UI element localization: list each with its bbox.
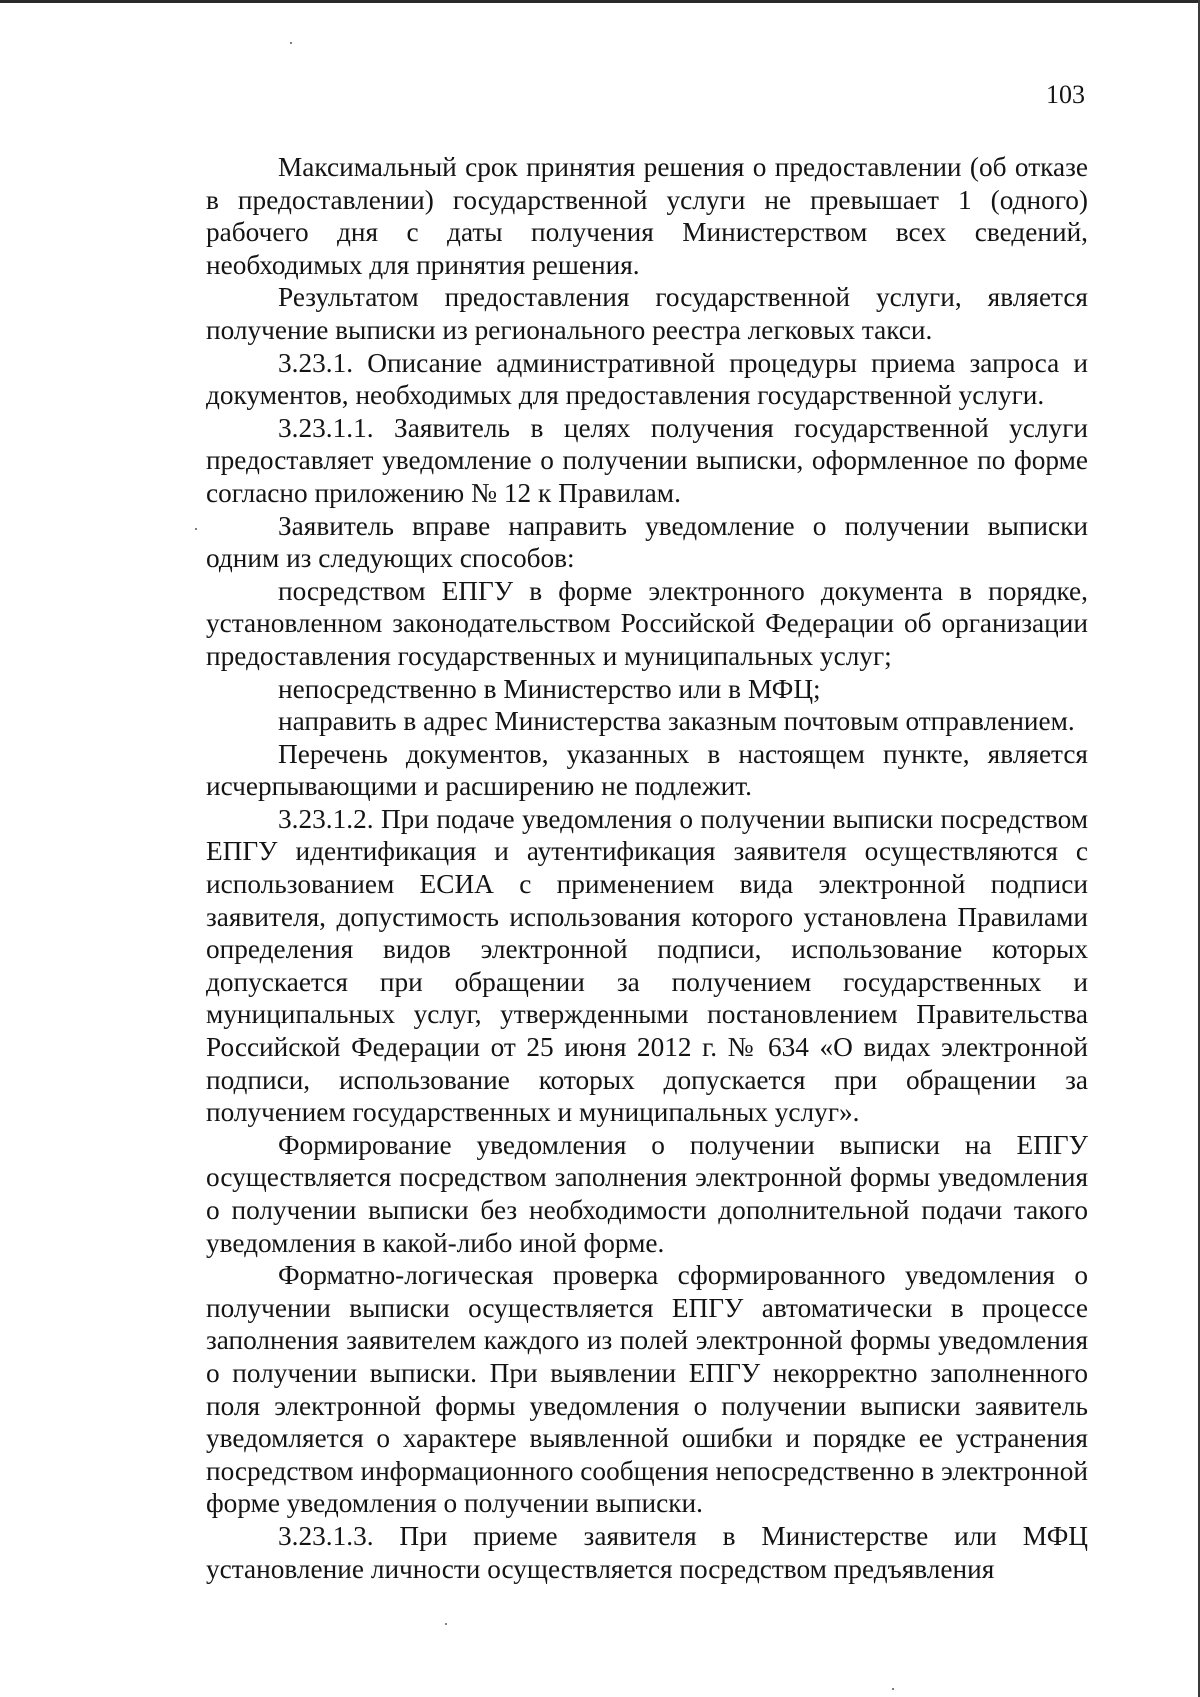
top-border-line — [0, 0, 1200, 3]
scan-speck — [445, 1623, 447, 1625]
document-body — [206, 151, 1088, 1585]
paragraph-service-result: Результатом предоставления государственной услуги, является получение выписки из регионального реестра легковых такси. — [206, 282, 1088, 345]
scan-speck — [290, 42, 292, 44]
paragraph-method-epgu: посредством ЕПГУ в форме электронного документа в порядке, установленном законодательством Российской Федерации об организации предоставления государственных и муниципальных услуг; — [206, 575, 1088, 671]
scan-speck — [892, 1688, 894, 1690]
paragraph-decision-deadline: Максимальный срок принятия решения о предоставлении (об отказе в предоставлении) государственной услуги не превышает 1 (одного) рабочего дня с даты получения Министерством всех сведений, необходимых для принятия решения. — [206, 152, 1088, 280]
paragraph-section-3-23-1-2: 3.23.1.2. При подаче уведомления о получении выписки посредством ЕПГУ идентификация и аутентификация заявителя осуществляются с использованием ЕСИА с применением вида электронной подписи заявителя, допустимость использования которого установлена Правилами определения видов электронной подписи, использование которых допускается при обращении за получением государственных и муниципальных услуг, утвержденными постановлением Правительства Российской Федерации от 25 июня 2012 г. № 634 «О видах электронной подписи, использование которых допускается при обращении за получением государственных и муниципальных услуг». — [206, 803, 1088, 1128]
scan-speck — [195, 528, 197, 530]
page-number: 103 — [1046, 80, 1085, 109]
paragraph-section-3-23-1-3: 3.23.1.3. При приеме заявителя в Министерстве или МФЦ установление личности осуществляется посредством предъявления — [206, 1520, 1088, 1584]
paragraph-format-check: Форматно-логическая проверка сформированного уведомления о получении выписки осуществляется ЕПГУ автоматически в процессе заполнения заявителем каждого из полей электронной формы уведомления о получении выписки. При выявлении ЕПГУ некорректно заполненного поля электронной формы уведомления о получении выписки заявитель уведомляется о характере выявленной ошибки и порядке ее устранения посредством информационного сообщения непосредственно в электронной форме уведомления о получении выписки. — [206, 1260, 1088, 1519]
paragraph-method-mail: направить в адрес Министерства заказным почтовым отправлением. — [278, 706, 1075, 737]
paragraph-document-list: Перечень документов, указанных в настоящем пункте, является исчерпывающими и расширению не подлежит. — [206, 738, 1088, 802]
paragraph-epgu-form: Формирование уведомления о получении выписки на ЕПГУ осуществляется посредством заполнения электронной формы уведомления о получении выписки без необходимости дополнительной подачи такого уведомления в какой-либо иной форме. — [206, 1129, 1088, 1258]
paragraph-method-in-person: непосредственно в Министерство или в МФЦ; — [278, 673, 821, 704]
paragraph-submission-methods: Заявитель вправе направить уведомление о получении выписки одним из следующих способов: — [206, 510, 1088, 574]
paragraph-section-3-23-1-1: 3.23.1.1. Заявитель в целях получения государственной услуги предоставляет уведомление о получении выписки, оформленное по форме согласно приложению № 12 к Правилам. — [206, 412, 1088, 508]
paragraph-section-3-23-1: 3.23.1. Описание административной процедуры приема запроса и документов, необходимых для предоставления государственной услуги. — [206, 347, 1088, 411]
